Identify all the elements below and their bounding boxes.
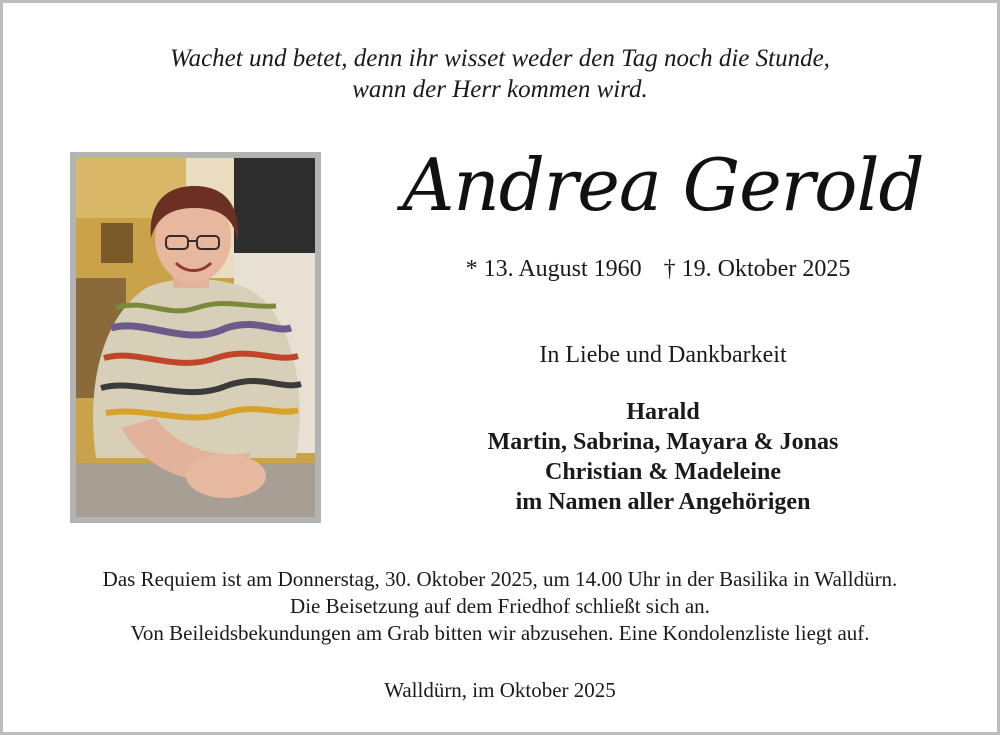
verse-line-1: Wachet und betet, denn ihr wisset weder den Tag noch die Stunde, — [170, 45, 830, 72]
mourner-line: Christian & Madeleine — [545, 459, 781, 485]
birth-date: * 13. August 1960 — [465, 256, 642, 282]
mourner-line: Martin, Sabrina, Mayara & Jonas — [487, 429, 839, 455]
mourner-line: im Namen aller Angehörigen — [515, 489, 811, 515]
death-date: † 19. Oktober 2025 — [663, 256, 851, 282]
portrait-photo — [76, 158, 315, 517]
portrait-frame — [70, 152, 321, 523]
service-line-1: Das Requiem ist am Donnerstag, 30. Oktober 2025, um 14.00 Uhr in der Basilika in Walldürn. — [102, 567, 898, 591]
dedication-text: In Liebe und Dankbarkeit — [539, 342, 787, 368]
verse-line-2: wann der Herr kommen wird. — [352, 76, 648, 103]
mourner-line: Harald — [626, 399, 700, 425]
service-line-2: Die Beisetzung auf dem Friedhof schließt sich an. — [290, 594, 710, 618]
service-info — [3, 566, 997, 647]
mourners-list — [423, 397, 903, 517]
service-line-3: Von Beileidsbekundungen am Grab bitten wir abzusehen. Eine Kondolenzliste liegt auf. — [130, 621, 870, 645]
place-and-date: Walldürn, im Oktober 2025 — [384, 678, 616, 702]
life-dates — [423, 256, 893, 283]
bible-verse — [3, 43, 997, 105]
deceased-name: Andrea Gerold — [402, 143, 924, 227]
